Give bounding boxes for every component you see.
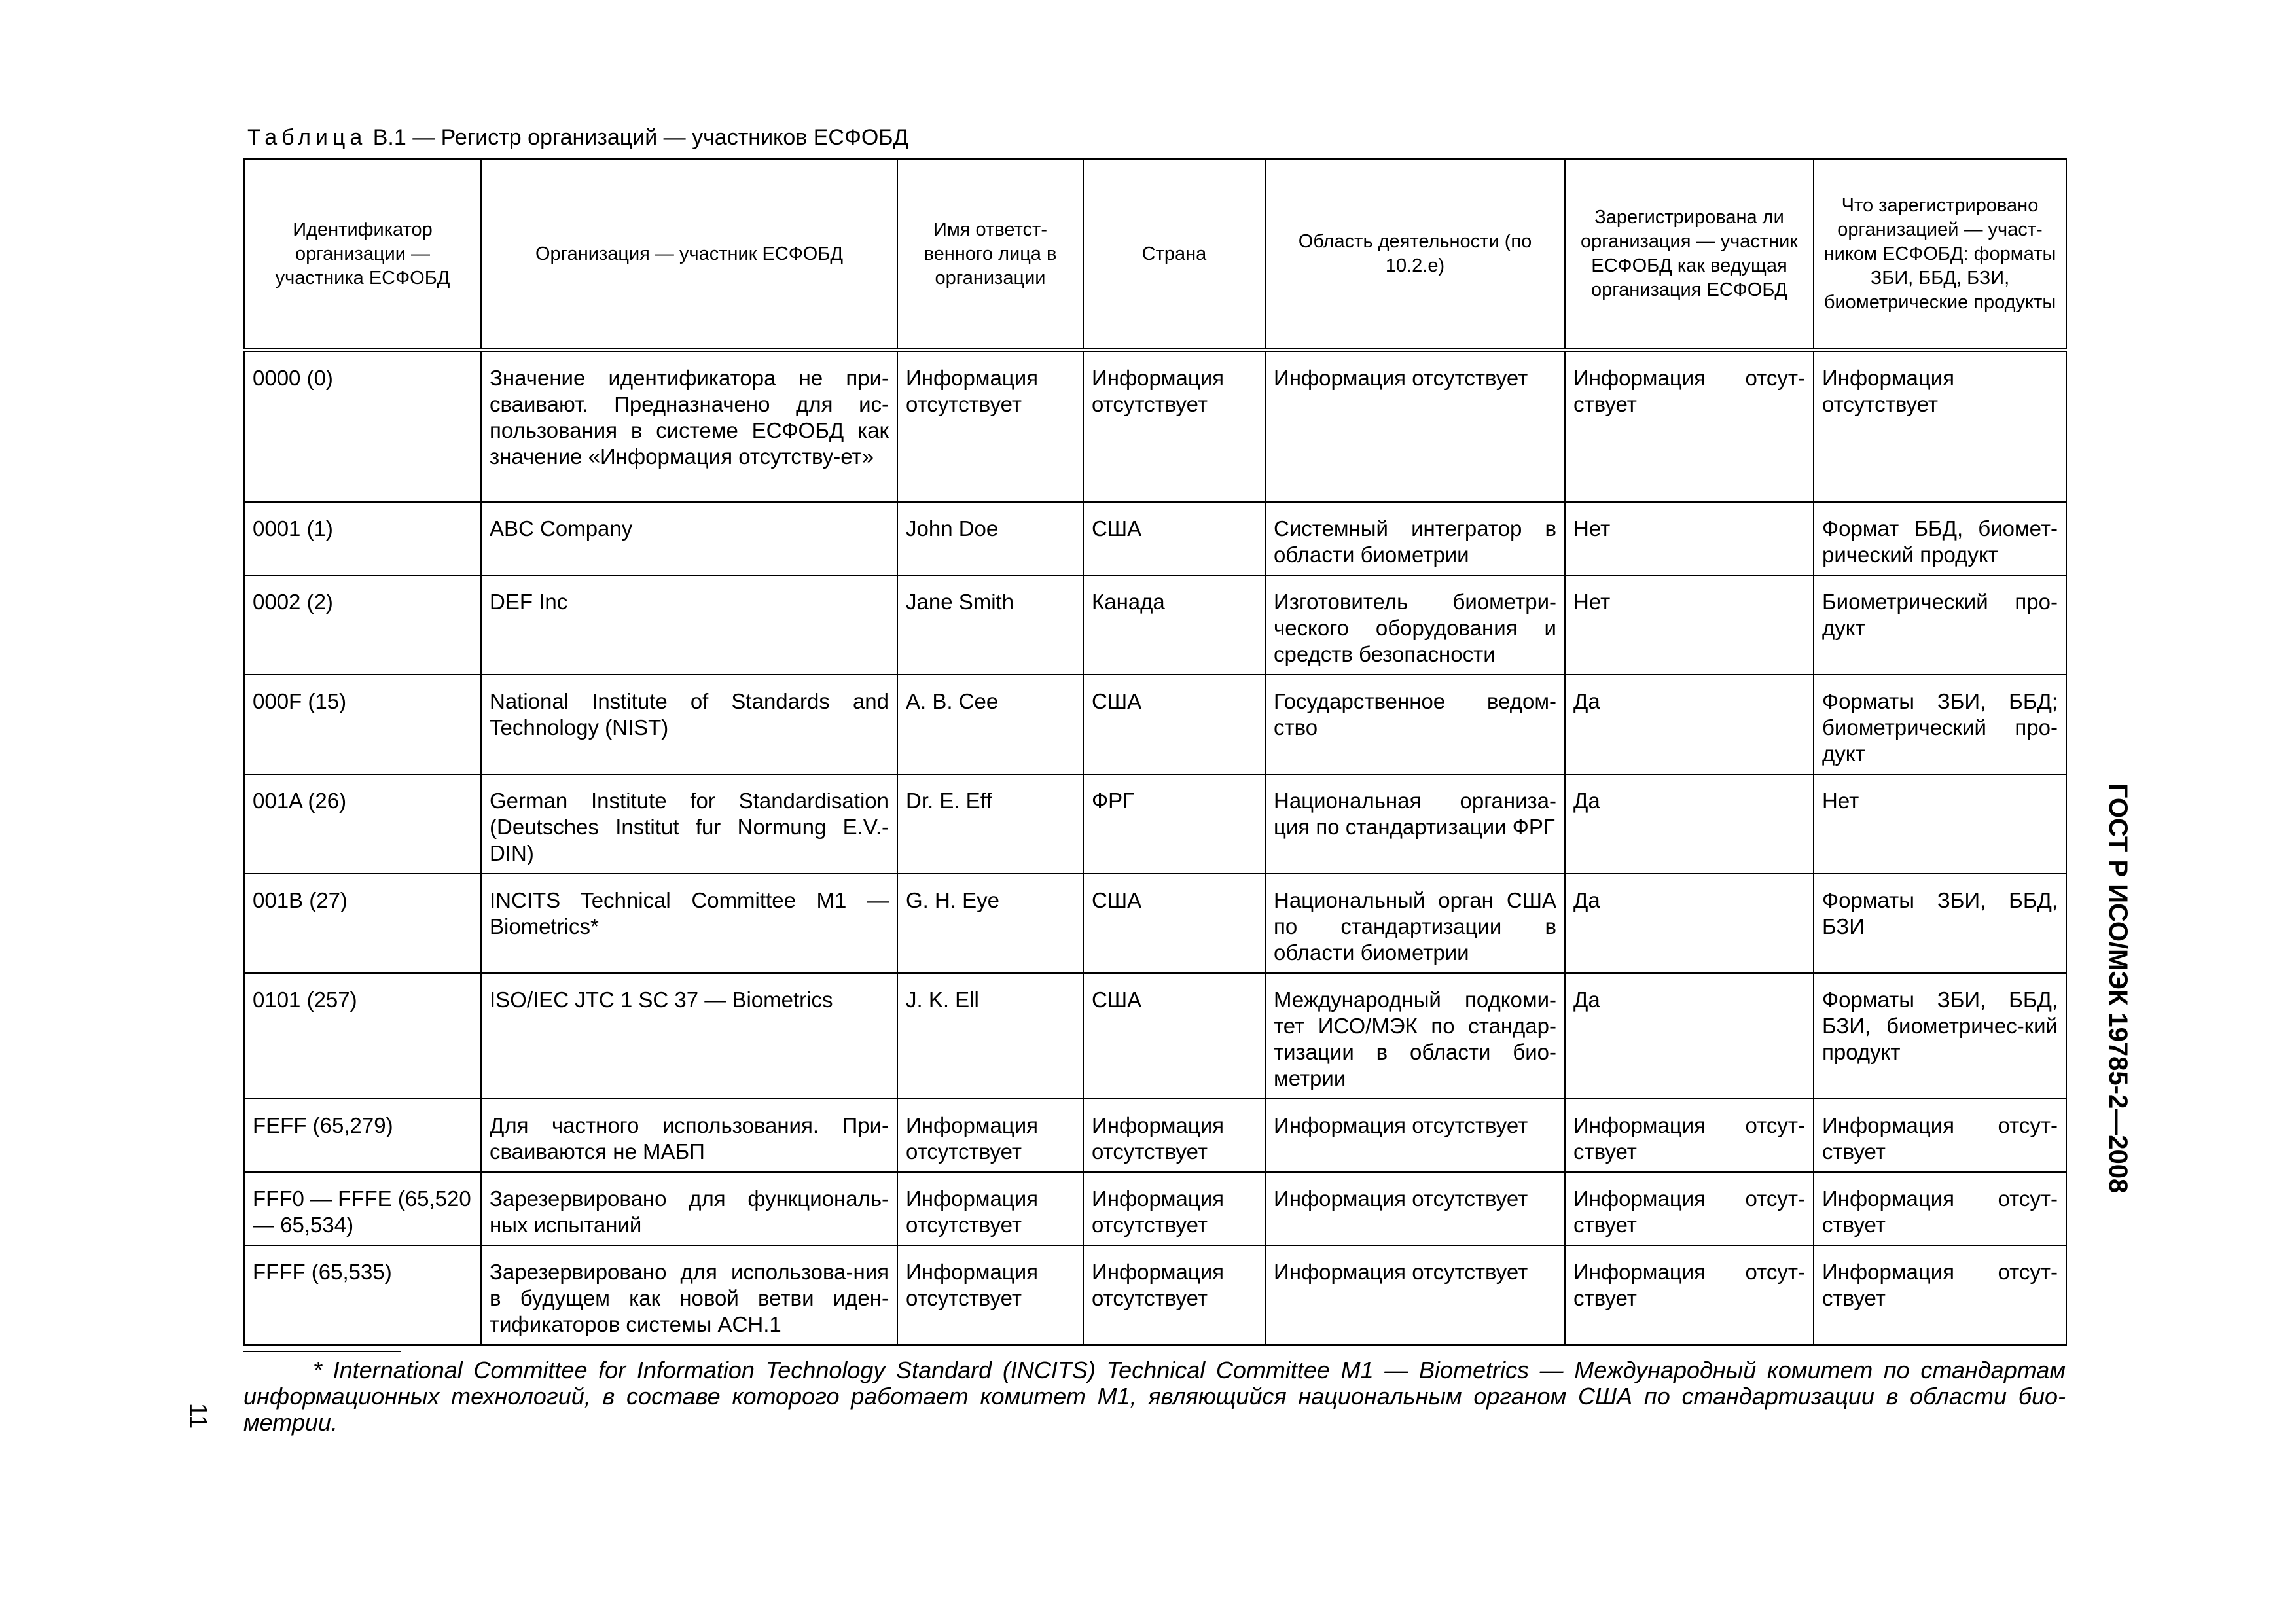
cell-registered-as-lead: Информация отсут-ствует (1565, 1099, 1814, 1172)
cell-activity-area: Национальный орган США по стандартизации в области биометрии (1265, 874, 1565, 973)
header-registered-items: Что зарегистрировано организацией — участ-ником ЕСФОБД: форматы ЗБИ, ББД, БЗИ, биометрические продукты (1814, 159, 2066, 350)
cell-org-id: 001B (27) (244, 874, 481, 973)
cell-registered-items: Нет (1814, 774, 2066, 874)
header-responsible-person: Имя ответст-венного лица в организации (897, 159, 1083, 350)
cell-org-id: 0101 (257) (244, 973, 481, 1099)
cell-registered-as-lead: Информация отсут-ствует (1565, 1245, 1814, 1345)
cell-registered-items: Биометрический про-дукт (1814, 575, 2066, 675)
table-row (244, 575, 2066, 675)
cell-country: Информация отсутствует (1083, 350, 1265, 502)
cell-registered-items: Форматы ЗБИ, ББД, БЗИ (1814, 874, 2066, 973)
cell-responsible-person: Информация отсутствует (897, 1245, 1083, 1345)
cell-country: Информация отсутствует (1083, 1172, 1265, 1245)
cell-responsible-person: Информация отсутствует (897, 1172, 1083, 1245)
cell-country: США (1083, 874, 1265, 973)
header-organization: Организация — участник ЕСФОБД (481, 159, 897, 350)
cell-country: США (1083, 502, 1265, 575)
cell-org-id: 0002 (2) (244, 575, 481, 675)
cell-registered-items: Информация отсут-ствует (1814, 1099, 2066, 1172)
cell-organization: DEF Inc (481, 575, 897, 675)
cell-country: Информация отсутствует (1083, 1099, 1265, 1172)
cell-country: США (1083, 973, 1265, 1099)
table-row (244, 1245, 2066, 1345)
table-row (244, 1172, 2066, 1245)
cell-organization: Зарезервировано для функциональ-ных испытаний (481, 1172, 897, 1245)
cell-registered-as-lead: Нет (1565, 502, 1814, 575)
cell-registered-as-lead: Да (1565, 675, 1814, 774)
cell-country: Канада (1083, 575, 1265, 675)
cell-registered-as-lead: Нет (1565, 575, 1814, 675)
cell-org-id: FEFF (65,279) (244, 1099, 481, 1172)
cell-activity-area: Информация отсутствует (1265, 1099, 1565, 1172)
cell-responsible-person: Jane Smith (897, 575, 1083, 675)
cell-registered-as-lead: Да (1565, 973, 1814, 1099)
cell-organization: Зарезервировано для использова-ния в будущем как новой ветви иден-тификаторов системы ACH.1 (481, 1245, 897, 1345)
cell-org-id: 000F (15) (244, 675, 481, 774)
cell-org-id: 0001 (1) (244, 502, 481, 575)
cell-org-id: FFFF (65,535) (244, 1245, 481, 1345)
cell-organization: INCITS Technical Committee M1 — Biometrics* (481, 874, 897, 973)
cell-org-id: 001A (26) (244, 774, 481, 874)
cell-org-id: FFF0 — FFFE (65,520 — 65,534) (244, 1172, 481, 1245)
table-row (244, 973, 2066, 1099)
cell-responsible-person: Информация отсутствует (897, 1099, 1083, 1172)
cell-organization: German Institute for Standardisation (Deutsches Institut fur Normung E.V.-DIN) (481, 774, 897, 874)
cell-organization: Для частного использования. При-сваиваются не МАБП (481, 1099, 897, 1172)
table-row (244, 502, 2066, 575)
cell-responsible-person: John Doe (897, 502, 1083, 575)
header-org-id: Идентификатор организации — участника ЕСФОБД (244, 159, 481, 350)
cell-registered-as-lead: Да (1565, 874, 1814, 973)
cell-registered-items: Формат ББД, биомет-рический продукт (1814, 502, 2066, 575)
footnote: * International Committee for Information Technology Standard (INCITS) Technical Committee M1 — Biometrics — Международный комитет по стандартам информационных технологий, в составе которого работает комитет М1, являющийся национальным органом США по стандартизации в области био-метрии. (243, 1357, 2066, 1436)
cell-activity-area: Изготовитель биометри-ческого оборудования и средств безопасности (1265, 575, 1565, 675)
table-row (244, 350, 2066, 502)
cell-registered-items: Форматы ЗБИ, ББД; биометрический про-дукт (1814, 675, 2066, 774)
table-row (244, 675, 2066, 774)
cell-country: Информация отсутствует (1083, 1245, 1265, 1345)
cell-activity-area: Государственное ведом-ство (1265, 675, 1565, 774)
standard-designation: ГОСТ Р ИСО/МЭК 19785-2—2008 (2104, 783, 2132, 1194)
cell-organization: ISO/IEC JTC 1 SC 37 — Biometrics (481, 973, 897, 1099)
header-activity-area: Область деятельности (по 10.2.е) (1265, 159, 1565, 350)
cell-responsible-person: G. H. Eye (897, 874, 1083, 973)
cell-registered-as-lead: Информация отсут-ствует (1565, 350, 1814, 502)
cell-responsible-person: Dr. E. Eff (897, 774, 1083, 874)
cell-registered-items: Информация отсут-ствует (1814, 1172, 2066, 1245)
cell-organization: Значение идентификатора не при-сваивают. Предназначено для ис-пользования в системе ЕСФОБД как значение «Информация отсутству-ет» (481, 350, 897, 502)
caption-label: Таблица (247, 125, 367, 150)
cell-registered-items: Форматы ЗБИ, ББД, БЗИ, биометричес-кий продукт (1814, 973, 2066, 1099)
cell-activity-area: Информация отсутствует (1265, 1245, 1565, 1345)
registry-table (243, 158, 2067, 1346)
cell-activity-area: Национальная организа-ция по стандартизации ФРГ (1265, 774, 1565, 874)
table-row (244, 874, 2066, 973)
cell-activity-area: Информация отсутствует (1265, 350, 1565, 502)
header-country: Страна (1083, 159, 1265, 350)
cell-registered-items: Информация отсут-ствует (1814, 1245, 2066, 1345)
cell-country: США (1083, 675, 1265, 774)
cell-registered-as-lead: Да (1565, 774, 1814, 874)
table-caption (247, 124, 908, 151)
table-row (244, 1099, 2066, 1172)
cell-responsible-person: J. K. Ell (897, 973, 1083, 1099)
cell-responsible-person: A. B. Cee (897, 675, 1083, 774)
footnote-separator (243, 1351, 401, 1352)
caption-title: В.1 — Регистр организаций — участников ЕСФОБД (367, 125, 908, 150)
cell-registered-as-lead: Информация отсут-ствует (1565, 1172, 1814, 1245)
table-row (244, 774, 2066, 874)
cell-organization: National Institute of Standards and Technology (NIST) (481, 675, 897, 774)
cell-org-id: 0000 (0) (244, 350, 481, 502)
cell-country: ФРГ (1083, 774, 1265, 874)
cell-activity-area: Системный интегратор в области биометрии (1265, 502, 1565, 575)
cell-responsible-person: Информация отсутствует (897, 350, 1083, 502)
cell-activity-area: Международный подкоми-тет ИСО/МЭК по стандар-тизации в области био-метрии (1265, 973, 1565, 1099)
cell-activity-area: Информация отсутствует (1265, 1172, 1565, 1245)
cell-organization: ABC Company (481, 502, 897, 575)
table-header-row (244, 159, 2066, 350)
page-number: 11 (184, 1402, 212, 1429)
header-registered-as-lead: Зарегистрирована ли организация — участник ЕСФОБД как ведущая организация ЕСФОБД (1565, 159, 1814, 350)
cell-registered-items: Информация отсутствует (1814, 350, 2066, 502)
